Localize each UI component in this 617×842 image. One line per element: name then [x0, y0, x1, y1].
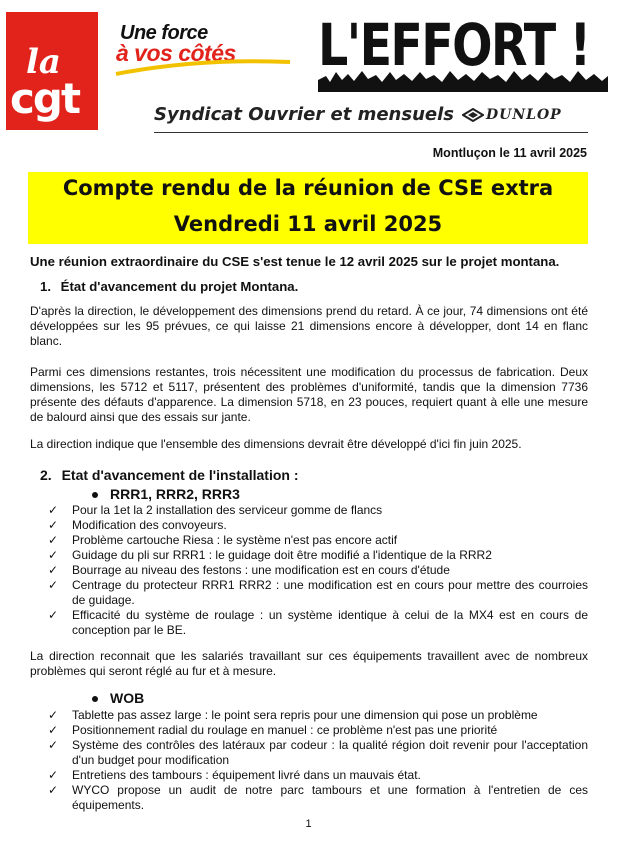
header-rule: [154, 132, 588, 133]
title-banner: [28, 172, 588, 244]
list-item: [48, 518, 588, 533]
list-item: [48, 533, 588, 548]
section-2-number: 2.: [40, 467, 52, 483]
section-1-paragraph-2: Parmi ces dimensions restantes, trois nécessitent une modification du processus de fabrication. Deux dimensions, les 5712 et 5117, présentent des problèmes d'uniformité, tandis que la dimension 7736 présente des défauts d'apparence. La dimension 5718, en 23 pouces, requiert quant à elle une mesure de balourd ainsi que des essais sur jante.: [30, 365, 588, 424]
check-icon: ✓: [48, 548, 59, 562]
check-icon: ✓: [48, 533, 59, 547]
section-1-paragraph-1: D'après la direction, le développement des dimensions prend du retard. À ce jour, 74 dimensions ont été développées sur les 95 prévues, ce qui laisse 21 dimensions encore à développer, dont 14 en flanc blanc.: [30, 304, 588, 348]
cgt-logo-cgt: cgt: [10, 74, 80, 123]
wob-title: WOB: [110, 690, 145, 706]
cgt-logo-la: la: [26, 42, 61, 82]
list-item: [48, 723, 588, 738]
section-2-title: Etat d'avancement de l'installation :: [61, 467, 299, 483]
list-item-text: Bourrage au niveau des festons : une modification est en cours d'étude: [72, 563, 450, 577]
list-item-text: Modification des convoyeurs.: [72, 518, 227, 532]
document-date: Montluçon le 11 avril 2025: [432, 146, 587, 160]
list-item-text: Efficacité du système de roulage : un système identique à celui de la MX4 est en cours de conception par le BE.: [72, 608, 588, 637]
rrr-title: RRR1, RRR2, RRR3: [110, 486, 240, 502]
rrr-list: [48, 503, 588, 638]
list-item-text: Centrage du protecteur RRR1 RRR2 : une modification est en cours pour mettre des courroies de guidage.: [72, 578, 588, 607]
list-item-text: Tablette pas assez large : le point sera repris pour une dimension qui pose un problème: [72, 708, 538, 722]
list-item: [48, 563, 588, 578]
list-item-text: WYCO propose un audit de notre parc tambours et une formation à l'entretien de ces équipements.: [72, 783, 588, 812]
list-item: [48, 548, 588, 563]
list-item: [48, 608, 588, 638]
check-icon: ✓: [48, 578, 59, 592]
section-1-number: 1.: [40, 279, 51, 294]
list-item: [48, 708, 588, 723]
list-item-text: Guidage du pli sur RRR1 : le guidage doit être modifié a l'identique de la RRR2: [72, 548, 492, 562]
banner-title: Compte rendu de la réunion de CSE extra: [62, 176, 554, 200]
list-item-text: Positionnement radial du roulage en manuel : ce problème n'est pas une priorité: [72, 723, 498, 737]
bullet-dot-icon: [92, 696, 98, 702]
list-item-text: Problème cartouche Riesa : le système n'est pas encore actif: [72, 533, 398, 547]
list-item: [48, 783, 588, 813]
check-icon: ✓: [48, 768, 59, 782]
list-item-text: Système des contrôles des latéraux par codeur : la qualité région doit revenir pour l'acceptation d'un budget pour modification: [72, 738, 588, 767]
bullet-dot-icon: [92, 492, 98, 498]
intro-text: Une réunion extraordinaire du CSE s'est tenue le 12 avril 2025 sur le projet montana.: [30, 254, 560, 269]
list-item: [48, 768, 588, 783]
section-1-paragraph-3: La direction indique que l'ensemble des dimensions devrait être développé d'ici fin juin 2025.: [30, 437, 522, 451]
check-icon: ✓: [48, 738, 59, 752]
check-icon: ✓: [48, 518, 59, 532]
list-item: [48, 503, 588, 518]
dunlop-brand: DUNLOP: [486, 107, 562, 123]
rrr-conclusion: La direction reconnait que les salariés travaillant sur ces équipements travaillent avec de nombreux problèmes qui seront réglé au fur et à mesure.: [30, 649, 588, 678]
check-icon: ✓: [48, 608, 59, 622]
rrr-subheading: [92, 486, 240, 502]
slogan-line-2: à vos côtés: [116, 40, 236, 66]
slogan: [108, 22, 298, 92]
check-icon: ✓: [48, 723, 59, 737]
list-item-text: Pour la 1et la 2 installation des serviceur gomme de flancs: [72, 503, 383, 517]
journal-title: L'EFFORT !: [318, 11, 590, 79]
check-icon: ✓: [48, 563, 59, 577]
journal-masthead: [318, 11, 608, 92]
check-icon: ✓: [48, 503, 59, 517]
section-1-title: État d'avancement du projet Montana.: [60, 279, 299, 294]
list-item: [48, 578, 588, 608]
check-icon: ✓: [48, 708, 59, 722]
section-2-heading: [40, 467, 299, 483]
section-1-heading: [40, 279, 298, 294]
wob-list: [48, 708, 588, 813]
wob-subheading: [92, 690, 144, 706]
list-item-text: Entretiens des tambours : équipement livré dans un mauvais état.: [72, 768, 421, 782]
slogan-swoosh-icon: [108, 22, 298, 92]
slogan-line-1: Une force: [120, 22, 208, 44]
banner-subtitle: Vendredi 11 avril 2025: [173, 212, 443, 236]
cgt-logo: [6, 12, 98, 130]
check-icon: ✓: [48, 783, 59, 797]
page-number: 1: [305, 818, 312, 830]
dunlop-arrow-icon: [462, 108, 484, 122]
syndicat-name: Syndicat Ouvrier et mensuels: [154, 104, 454, 125]
list-item: [48, 738, 588, 768]
crowd-silhouette-icon: [318, 66, 608, 92]
